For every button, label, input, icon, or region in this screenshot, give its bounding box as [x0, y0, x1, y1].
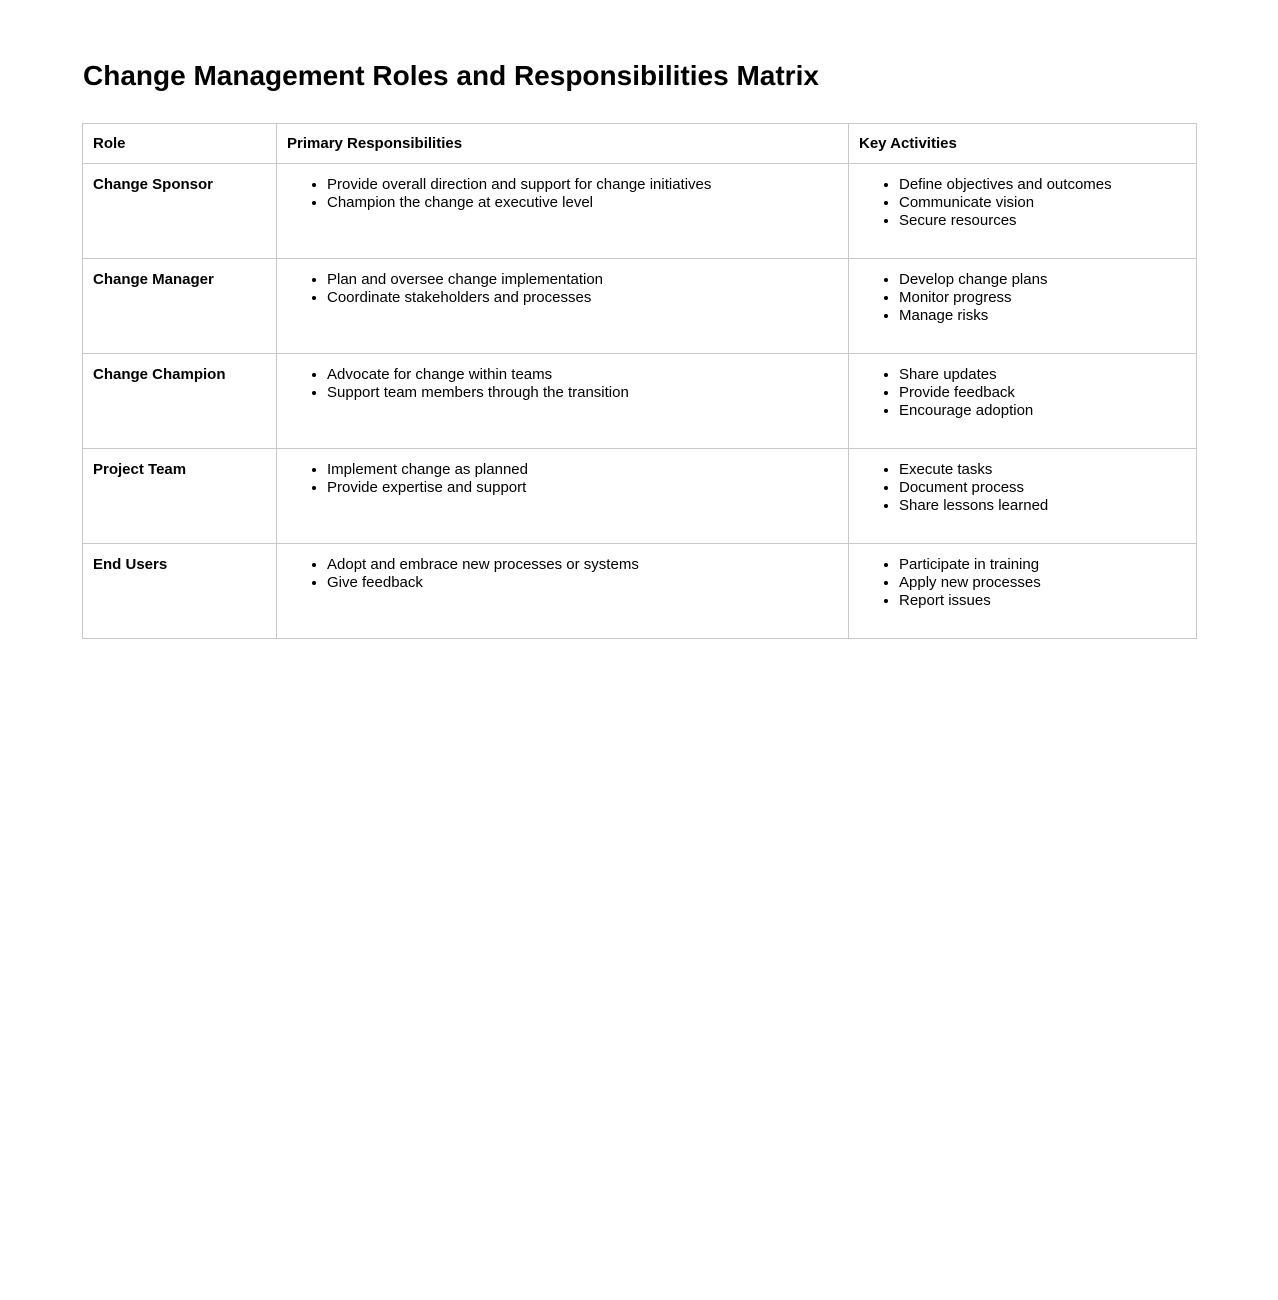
activity-item: • Develop change plans [899, 271, 1186, 289]
responsibilities-cell [277, 259, 849, 354]
responsibility-item: • Support team members through the transition [327, 384, 838, 402]
table-header [83, 124, 1197, 164]
responsibilities-list [287, 556, 838, 592]
role-label: Change Sponsor [93, 176, 214, 193]
activity-item: • Define objectives and outcomes [899, 176, 1186, 194]
responsibilities-list [287, 176, 838, 212]
responsibility-item: • Give feedback [327, 574, 838, 592]
activity-item: • Secure resources [899, 212, 1186, 230]
activity-item: • Monitor progress [899, 289, 1186, 307]
role-label: End Users [93, 556, 168, 573]
responsibility-item: • Adopt and embrace new processes or systems [327, 556, 838, 574]
responsibilities-list [287, 366, 838, 402]
responsibility-item: • Advocate for change within teams [327, 366, 838, 384]
activities-cell [849, 259, 1197, 354]
responsibilities-list [287, 461, 838, 497]
table-row [83, 544, 1197, 639]
activity-item: • Share lessons learned [899, 497, 1186, 515]
role-label: Change Champion [93, 366, 226, 383]
role-cell [83, 259, 277, 354]
page-title: Change Management Roles and Responsibilities Matrix [83, 60, 819, 91]
responsibility-item: • Provide expertise and support [327, 479, 838, 497]
header-row [83, 124, 1197, 164]
activity-item: • Document process [899, 479, 1186, 497]
table-row [83, 164, 1197, 259]
role-cell [83, 544, 277, 639]
column-header-role: Role [83, 124, 277, 164]
responsibilities-cell [277, 164, 849, 259]
activity-item: • Participate in training [899, 556, 1186, 574]
roles-matrix-table [82, 123, 1197, 639]
responsibility-item: • Implement change as planned [327, 461, 838, 479]
table-row [83, 354, 1197, 449]
table-row [83, 259, 1197, 354]
responsibilities-cell [277, 544, 849, 639]
activities-cell [849, 449, 1197, 544]
role-cell [83, 449, 277, 544]
activities-list [859, 271, 1186, 325]
column-header-key-activities: Key Activities [849, 124, 1197, 164]
activities-list [859, 556, 1186, 610]
table-row [83, 449, 1197, 544]
responsibilities-cell [277, 449, 849, 544]
role-cell [83, 354, 277, 449]
activities-cell [849, 164, 1197, 259]
activity-item: • Report issues [899, 592, 1186, 610]
column-header-primary-responsibilities: Primary Responsibilities [277, 124, 849, 164]
activities-cell [849, 354, 1197, 449]
document-page [0, 0, 1278, 639]
activity-item: • Provide feedback [899, 384, 1186, 402]
activity-item: • Manage risks [899, 307, 1186, 325]
role-label: Project Team [93, 461, 187, 478]
role-cell [83, 164, 277, 259]
responsibilities-list [287, 271, 838, 307]
activity-item: • Apply new processes [899, 574, 1186, 592]
activity-item: • Execute tasks [899, 461, 1186, 479]
responsibility-item: • Champion the change at executive level [327, 194, 838, 212]
activity-item: • Share updates [899, 366, 1186, 384]
activities-list [859, 366, 1186, 420]
activity-item: • Encourage adoption [899, 402, 1186, 420]
activity-item: • Communicate vision [899, 194, 1186, 212]
activities-list [859, 461, 1186, 515]
activities-list [859, 176, 1186, 230]
responsibility-item: • Plan and oversee change implementation [327, 271, 838, 289]
role-label: Change Manager [93, 271, 214, 288]
responsibility-item: • Provide overall direction and support for change initiatives [327, 176, 838, 194]
responsibilities-cell [277, 354, 849, 449]
responsibility-item: • Coordinate stakeholders and processes [327, 289, 838, 307]
table-body [83, 164, 1197, 639]
activities-cell [849, 544, 1197, 639]
